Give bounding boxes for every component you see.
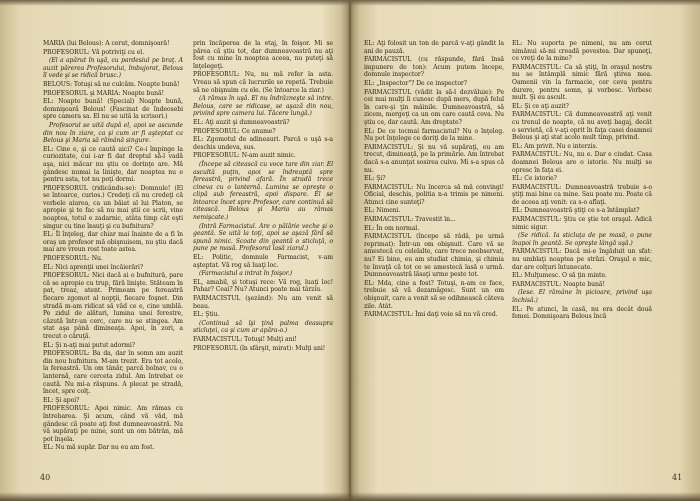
dialogue-line: EL: Mda, cine a fost? Totuşi, n-am ce face, trebuie să vă dezamăgesc. Sunt un om obişnuit, care a venit să se odihnească câteva zile. Atât. — [364, 279, 504, 310]
dialogue-line: EL: Politic, domnule Farmacist, v-am aşteptat. Vă rog să luaţi loc. — [193, 254, 333, 269]
right-page-column-1 — [364, 40, 504, 458]
dialogue-line: EL: Mulţumesc. O să ţin minte. — [512, 272, 607, 280]
stage-direction: Profesorul se uită după el, apoi se ascunde din nou în ziare, ca şi cum ar fi aşteptat ca Belous şi Maria să rămână singure. — [43, 121, 183, 145]
dialogue-line: EL: Zgomotul de adineauri. Parcă o uşă s-a deschis undeva, sus. — [193, 136, 333, 151]
dialogue-line: EL: Ce istorie? — [512, 175, 557, 183]
stage-direction: (Farmacistul a intrat în foişor.) — [199, 270, 293, 278]
right-page — [352, 0, 700, 501]
dialogue-line: PROFESORUL: Apoi nimic. Am rămas cu întrebarea. Şi acum, când vă văd, mă gândesc că poate aţi fost dumneavoastră. Nu vă supăraţi pe mine, sunt un om bătrân, mă pot înşela. — [43, 405, 183, 443]
dialogue-line: EL: Nici aprenţii unei încăierări? — [43, 263, 144, 271]
stage-direction: (Se ridică. Ia sticluţa de pe masă, o pune înapoi în geantă. Se opreşte lângă uşă.) — [512, 232, 652, 247]
page-number-right: 41 — [672, 473, 683, 482]
dialogue-line: EL: De ce tocmai farmacistul? Nu o înţeleg. Nu pot înţelege ce doriţi de la mine. — [364, 127, 504, 143]
dialogue-line: EL: Aţi auzit şi dumneavoastră? — [193, 118, 290, 126]
dialogue-line: FARMACISTUL (şezând): Nu am venit să beau. — [193, 295, 333, 310]
dialogue-line: EL: Aţi folosit un ton de parcă v-aţi gândit la ani de pauză. — [364, 40, 504, 55]
stage-direction: (A rămas în uşă. El nu îndrăzneşte să intre. Belous, care se ridicase, se aşază din nou, privind spre camera lui. Tăcere lungă.) — [193, 95, 333, 118]
dialogue-line: FARMACISTUL: Nu, nu e. Dar e ciudat. Casa doamnei Belous are o istorie. Nu mulţi se opresc în faţa ei. — [512, 151, 652, 174]
dialogue-line: FARMACISTUL (începe să râdă, pe urmă reprimat): Într-un om obişnuit. Care vă se amestecă cu celelalte, care trece neobservat, nu? Ei bine, eu am studiat chimia, şi chimia te învaţă că tot ce se amestecă lasă o urmă. Dumneavoastră lăsaţi urme peste tot. — [364, 233, 504, 279]
dialogue-line: EL: „Inspector"? De ce inspector? — [364, 79, 468, 87]
dialogue-line: FARMACISTUL: Dumneavoastră trebuie s-o ştiţi mai bine ca mine. Sau poate nu. Poate că de aceea aţi venit: ca s-o aflaţi. — [512, 183, 652, 206]
dialogue-line: prin încăperea de la etaj, în foişor. Mi se părea că ştiu tot, dar dumneavoastră nu aţi fost cu mine în noaptea aceea, nu puteţi să înţelegeţi. — [193, 40, 333, 70]
dialogue-line: EL: Cine e, şi ce caută aici? Ce-i împinge la curiozitate, cui i-ar fi dat dreptul să-l vadă aşa, nici măcar nu ştiu ce dorinţe are. Mă gândesc numai la linişte, dar noaptea nu e pentru asta, tot nu poţi dormi. — [43, 145, 183, 184]
dialogue-line: FARMACISTUL: Dacă mi-e îngăduit un sfat: nu umblaţi noaptea pe străzi. Oraşul e mic, dar are colţuri întunecate. — [512, 248, 652, 271]
left-page-column-2 — [193, 40, 333, 458]
stage-direction: (Iese. El rămâne în picioare, privind uşa închisă.) — [512, 289, 652, 304]
dialogue-line: MARIA (lui Belous): A cerut, domnişoară! — [43, 40, 170, 47]
left-page — [0, 0, 348, 501]
dialogue-line: FARMACISTUL: Travestit în... — [364, 216, 456, 224]
dialogue-line: EL: Şi apoi? — [43, 396, 80, 404]
dialogue-line: PROFESORUL şi MARIA: Noapte bună! — [43, 89, 164, 97]
dialogue-line: PROFESORUL: Nu, nu mă refer la asta. Vreau să spun că lucrurile se repetă. Trebuie să ne obişnuim cu ele. (Se întoarce la ziar.) — [193, 71, 333, 94]
stage-direction: (Continuă să îşi ţină palma deasupra sticluţei, ca şi cum ar apăra-o.) — [193, 319, 333, 335]
left-page-column-1 — [43, 40, 183, 458]
dialogue-line: FARMACISTUL (cu răspunde, fără însă impunere de ton): Acum putem începe, domnule inspector? — [364, 56, 504, 79]
dialogue-line: FARMACISTUL (vădit la să-l dezvăluie): Pe cei mai mulţi îi cunosc după mers, după felul în care-şi ţin mâinile. Dumneavoastră, să zicem, mergeţi ca un om care caută ceva. Nu ştiu ce, dar caută. Am dreptate? — [364, 88, 504, 126]
dialogue-line: FARMACISTUL: Totuşi! Mulţi ani! — [193, 335, 297, 343]
stage-direction: (Intră Farmacistul. Are o pălărie veche şi o geantă. Se uită la toţi, apoi se aşază fără să spună nimic. Scoate din geantă o sticluţă, o pune pe masă. Profesorul lasă ziarul.) — [193, 222, 333, 253]
dialogue-line: EL: Îl înţeleg, dar chiar mai înainte de a fi în oraş un profesor mă obişnuisem, nu ştiu dacă mai are vreun rost toate astea. — [43, 231, 183, 254]
dialogue-line: FARMACISTUL: Ca să ştiţi, în oraşul nostru nu se întâmplă nimic fără ştirea mea. Oamenii vin la farmacie, cer ceva pentru durere, pentru somn, şi vorbesc. Vorbesc mult. Şi eu ascult. — [512, 63, 652, 102]
dialogue-line: FARMACISTUL: Ştiu ce ştie tot oraşul. Adică nimic sigur. — [512, 216, 652, 231]
page-edge-bottom — [0, 492, 700, 501]
dialogue-line: PROFESORUL (ridicându-se): Domnule! (El se întoarce, curios.) Credeţi că nu credeţi că verbele aiurea, ca un băiat al lui Platon, se apropie şi te fac să nu mai ştii ce scrii, vine noaptea, totul e zadarnic, atâta timp cât eşti singur cu tine însuţi şi cu bufnitura? — [43, 184, 183, 230]
dialogue-line: PROFESORUL: Ce anume? — [193, 127, 276, 135]
dialogue-line: PROFESORUL (în sfârşit, mirat): Mulţi ani! — [193, 344, 326, 352]
page-edge-top — [0, 0, 700, 6]
stage-direction: (Începe să citească cu voce tare din ziar. El ascultă puţin, apoi se îndreaptă spre fereastră, privind afară. În stradă trece cineva cu o lanternă. Lumina se opreşte o clipă sub fereastră, apoi dispare. El se întoarce încet spre Profesor, care continuă să citească. Belous şi Maria au rămas nemişcate.) — [193, 160, 333, 222]
dialogue-line: FARMACISTUL: Şi nu vă supăraţi, eu am trecut, dimineaţă, pe la primărie. Am întrebat dacă s-a anunţat sosirea cuiva. Mi s-a spus că nu. — [364, 143, 504, 174]
dialogue-line: BELOUS: Totuşi să ne culcăm. Noapte bună! — [43, 80, 180, 88]
dialogue-line: EL: Nu mă supăr. Dar nu eu am fost. — [43, 444, 155, 452]
stage-direction: (El a apărut în uşă, cu pardesiul pe braţ. A auzit părerea Profesorului, îmbujorat, Belous îl vede şi se ridică brusc.) — [43, 57, 183, 80]
dialogue-line: EL, amabil, şi totuşi rece: Vă rog, luaţi loc! Pahar? Ceai? Nu? Atunci poate mai târziu. — [193, 278, 333, 294]
dialogue-line: EL: Noapte bună! (Special) Noapte bună, domnişoară Belous! (Fascinat de îndeosebi spre camera sa. El nu se uită la scrisori.) — [43, 98, 183, 121]
dialogue-line: EL: Pe atunci, în casă, nu era decât două femei. Domnişoara Belous încă — [512, 305, 652, 321]
dialogue-line: EL: În om normal. — [364, 224, 420, 232]
dialogue-line: EL: Şi? — [364, 175, 386, 183]
dialogue-line: EL: Nu suporta pe nimeni, nu am cerut nimănui să-mi creadă povestea. Dar spuneţi, ce vreţi de la mine? — [512, 40, 652, 63]
dialogue-line: EL: Ştiu. — [193, 311, 220, 319]
dialogue-line: PROFESORUL: Nu. — [43, 255, 103, 263]
dialogue-line: PROFESORUL: Ba da, dar în somn am auzit din nou bufnitura. M-am trezit. Era tot acolo, la fereastră. Un om tânăr, parcă bolnav, cu o lanternă, care cerceta zidul. Am întrebat ce caută. Nu mi-a răspuns. A plecat pe stradă, încet, spre colţ. — [43, 350, 183, 396]
dialogue-line: FARMACISTUL: Îmi daţi voie să nu vă cred. — [364, 311, 498, 319]
page-number-left: 40 — [40, 473, 51, 482]
dialogue-line: EL: Nimeni. — [364, 207, 401, 215]
dialogue-line: PROFESORUL: Nici dacă ai o bufnitură, pare că se apropie cu trup, fără linişte. Stăteam în pat, treaz, atent. Primeam pe fereastră fiecare zgomot al nopţii, fiecare foşnet. Din stradă m-am ridicat să văd ce e, cine umblă. Pe zidul de alături, lumina unei ferestre, căzută într-un cerc, care nu se stingea. Am stat aşa până dimineaţa. Apoi, în zori, a trecut o căruţă. — [43, 272, 183, 340]
dialogue-line: EL: Dumneavoastră ştiţi ce s-a întâmplat? — [512, 207, 640, 215]
dialogue-line: PROFESORUL: Vă potriviţi cu el. — [43, 48, 145, 56]
dialogue-line: PROFESORUL: N-am auzit nimic. — [193, 152, 296, 160]
dialogue-line: EL: Şi n-aţi mai putut adormi? — [43, 341, 135, 349]
dialogue-line: FARMACISTUL: Nu încerca să mă convingi! Oficial, deschis, politia n-a trimis pe nimeni. Atunci cine sunteţi? — [364, 183, 504, 206]
dialogue-line: EL: Am privit. Nu e interzis. — [512, 142, 598, 150]
right-page-column-2 — [512, 40, 652, 458]
dialogue-line: EL: Şi ce aţi auzit? — [512, 102, 569, 110]
dialogue-line: FARMACISTUL: Că dumneavoastră aţi venit cu trenul de noapte, că nu aveţi bagaj, decât o servietă, că v-aţi oprit în faţa casei doamnei Belous şi aţi stat acolo mult timp, privind. — [512, 111, 652, 142]
dialogue-line: FARMACISTUL: Noapte bună! — [512, 280, 605, 288]
